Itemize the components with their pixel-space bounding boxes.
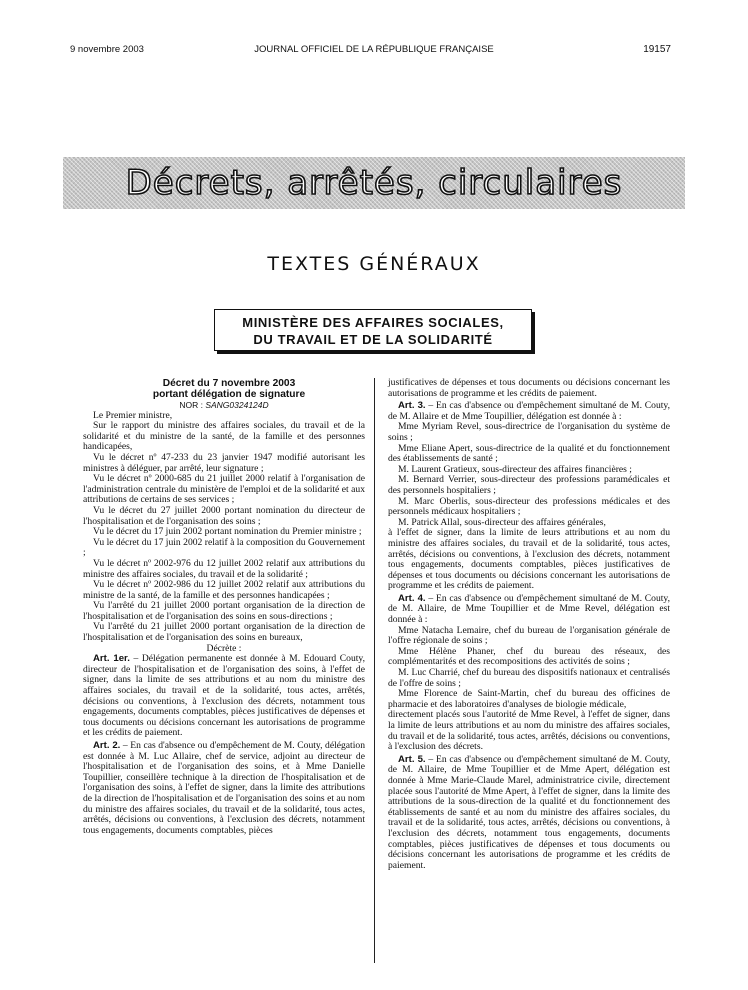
paragraph: Vu le décret nº 47-233 du 23 janvier 1947 modifié autorisant les ministres à déléguer, par arrêté, leur signature ; (83, 451, 365, 474)
ministry-box (214, 309, 532, 351)
list-item: M. Luc Charrié, chef du bureau des dispositifs nationaux et centralisés de l'offre de soins ; (388, 667, 670, 689)
paragraph: Vu le décret du 17 juin 2002 relatif à la composition du Gouvernement ; (83, 536, 365, 559)
article-4-label: Art. 4. (398, 592, 426, 604)
right-column (388, 378, 670, 871)
nor-label: NOR : (179, 400, 206, 410)
article-3-tail: à l'effet de signer, dans la limite de leurs attributions et au nom du ministre des affaires sociales, du travail et de la solidarité, tous actes, arrêtés, décisions ou conventions, à l'exclusion des décrets, notamment tous engagements, documents comptables, pièces justificatives de dépenses et tous documents ou décisions concernant les autorisations de programme et les crédits de paiement. (388, 527, 670, 592)
article-4-text: – En cas d'absence ou d'empêchement simultané de M. Couty, de M. Allaire, de Mme Toupillier et de Mme Revel, délégation est donnée à : (388, 592, 670, 626)
article-5-text: – En cas d'absence ou d'empêchement simultané de M. Couty, de M. Allaire, de Mme Toupillier et de Mme Apert, délégation est donnée à Mme Marie-Claude Marel, administratrice civile, directement placée sous l'autorité de Mme Apert, à l'effet de signer, dans la limite des attributions de la sous-direction de la qualité et du fonctionnement des établissements de santé et au nom du ministre des affaires sociales, du travail et de la solidarité, tous actes, arrêtés, décisions ou conventions, à l'exclusion des décrets, notamment tous engagements, documents comptables, pièces justificatives de dépenses et tous documents ou décisions concernant les autorisations de programme et les crédits de paiement. (388, 753, 670, 871)
article-3-label: Art. 3. (398, 400, 426, 412)
article-5 (388, 755, 670, 872)
column-divider (374, 378, 375, 963)
list-item: M. Marc Oberlis, sous-directeur des professions médicales et des personnels médicaux hospitaliers ; (388, 495, 670, 518)
page-number: 19157 (643, 44, 671, 55)
issue-date: 9 novembre 2003 (70, 44, 144, 55)
article-2-label: Art. 2. (93, 740, 121, 751)
list-item: M. Patrick Allal, sous-directeur des affaires générales, (398, 516, 606, 528)
paragraph: Vu le décret du 27 juillet 2000 portant nomination du directeur de l'hospitalisation et de l'organisation des soins ; (83, 504, 365, 527)
list-item: M. Laurent Gratieux, sous-directeur des affaires financières ; (398, 463, 632, 475)
ministry-line-2: DU TRAVAIL ET DE LA SOLIDARITÉ (253, 332, 493, 347)
nor-reference (83, 400, 365, 411)
list-item: Mme Florence de Saint-Martin, chef du bureau des officines de pharmacie et des laboratoires d'analyses de biologie médicale, (388, 688, 670, 710)
page-header (0, 44, 748, 60)
section-title: TEXTES GÉNÉRAUX (267, 253, 481, 275)
article-2-text: – En cas d'absence ou d'empêchement de M. Couty, délégation est donnée à M. Luc Allaire, chef de service, adjoint au directeur de l'hospitalisation et de l'organisation des soins, et à Mme Danielle Toupillier, conseillère technique à la direction de l'hospitalisation et de l'organisation des soins, à l'effet de signer, dans la limite des attributions de la direction de l'hospitalisation et de l'organisation des soins et au nom du ministre des affaires sociales, du travail et de la solidarité, tous actes, arrêtés, décisions ou conventions, à l'exclusion des décrets, notamment tous engagements, documents comptables, pièces (83, 740, 365, 836)
article-4-tail: directement placés sous l'autorité de Mme Revel, à l'effet de signer, dans la limite de leurs attributions et au nom du ministre des affaires sociales, du travail et de la solidarité, tous actes, arrêtés, décisions ou conventions, à l'exclusion des décrets. (388, 709, 670, 753)
paragraph: Vu le décret nº 2002-976 du 12 juillet 2002 relatif aux attributions du ministre des affaires sociales, du travail et de la solidarité ; (83, 557, 365, 580)
journal-title: JOURNAL OFFICIEL DE LA RÉPUBLIQUE FRANÇAISE (254, 44, 494, 55)
banner-title: Décrets, arrêtés, circulaires (125, 163, 623, 203)
article-2 (83, 741, 365, 836)
list-item: Mme Natacha Lemaire, chef du bureau de l'organisation générale de l'offre régionale de soins ; (388, 624, 670, 647)
left-column (83, 378, 365, 836)
paragraph: Vu le décret nº 2002-986 du 12 juillet 2002 relatif aux attributions du ministre de la santé, de la famille et des personnes handicapées ; (83, 579, 365, 601)
decrete-heading: Décrète : (206, 642, 242, 654)
article-1-label: Art. 1er. (93, 653, 130, 665)
article-3 (388, 401, 670, 422)
ministry-line-1: MINISTÈRE DES AFFAIRES SOCIALES, (242, 315, 504, 330)
article-4 (388, 594, 670, 626)
paragraph: Vu le décret du 17 juin 2002 portant nomination du Premier ministre ; (93, 526, 362, 538)
article-2-continued: justificatives de dépenses et tous documents ou décisions concernant les autorisations de programme et les crédits de paiement. (388, 377, 670, 399)
article-5-label: Art. 5. (398, 753, 426, 765)
article-3-text: – En cas d'absence ou d'empêchement simultané de M. Couty, de M. Allaire et de Mme Toupillier, délégation est donnée à : (388, 400, 670, 422)
article-1-text: – Délégation permanente est donnée à M. Edouard Couty, directeur de l'hospitalisation et de l'organisation des soins, à l'effet de signer, dans la limite de ses attributions et au nom du ministre des affaires sociales, du travail et de la solidarité, tous actes, arrêtés, décisions ou conventions, à l'exclusion des décrets, notamment tous engagements, documents comptables, pièces justificatives de dépenses et tous documents ou décisions concernant les autorisations de programme et les crédits de paiement. (83, 653, 365, 739)
article-1 (83, 654, 365, 739)
paragraph: Vu le décret nº 2000-685 du 21 juillet 2000 relatif à l'organisation de l'administration centrale du ministère de l'emploi et de la solidarité et aux attributions de certains de ses services ; (83, 473, 365, 506)
list-item: M. Bernard Verrier, sous-directeur des professions paramédicales et des personnels hospitaliers ; (388, 474, 670, 496)
section-banner (63, 157, 685, 209)
list-item: Mme Eliane Apert, sous-directrice de la qualité et du fonctionnement des établissements de santé ; (388, 442, 670, 465)
paragraph: Vu l'arrêté du 21 juillet 2000 portant organisation de la direction de l'hospitalisation et de l'organisation des soins en sous-directions ; (83, 600, 365, 622)
list-item: Mme Myriam Revel, sous-directrice de l'organisation du système de soins ; (388, 421, 670, 443)
paragraph: Vu l'arrêté du 21 juillet 2000 portant organisation de la direction de l'hospitalisation et de l'organisation des soins en bureaux, (83, 621, 365, 644)
decree-subtitle: portant délégation de signature (152, 389, 306, 400)
paragraph: Le Premier ministre, (93, 409, 173, 421)
nor-value: SANG0324124D (205, 400, 269, 410)
decree-title: Décret du 7 novembre 2003 (162, 378, 296, 389)
list-item: Mme Hélène Phaner, chef du bureau des réseaux, des complémentarités et des recompositions des activités de soins ; (388, 645, 670, 668)
paragraph: Sur le rapport du ministre des affaires sociales, du travail et de la solidarité et du ministre de la santé, de la famille et des personnes handicapées, (83, 420, 365, 453)
